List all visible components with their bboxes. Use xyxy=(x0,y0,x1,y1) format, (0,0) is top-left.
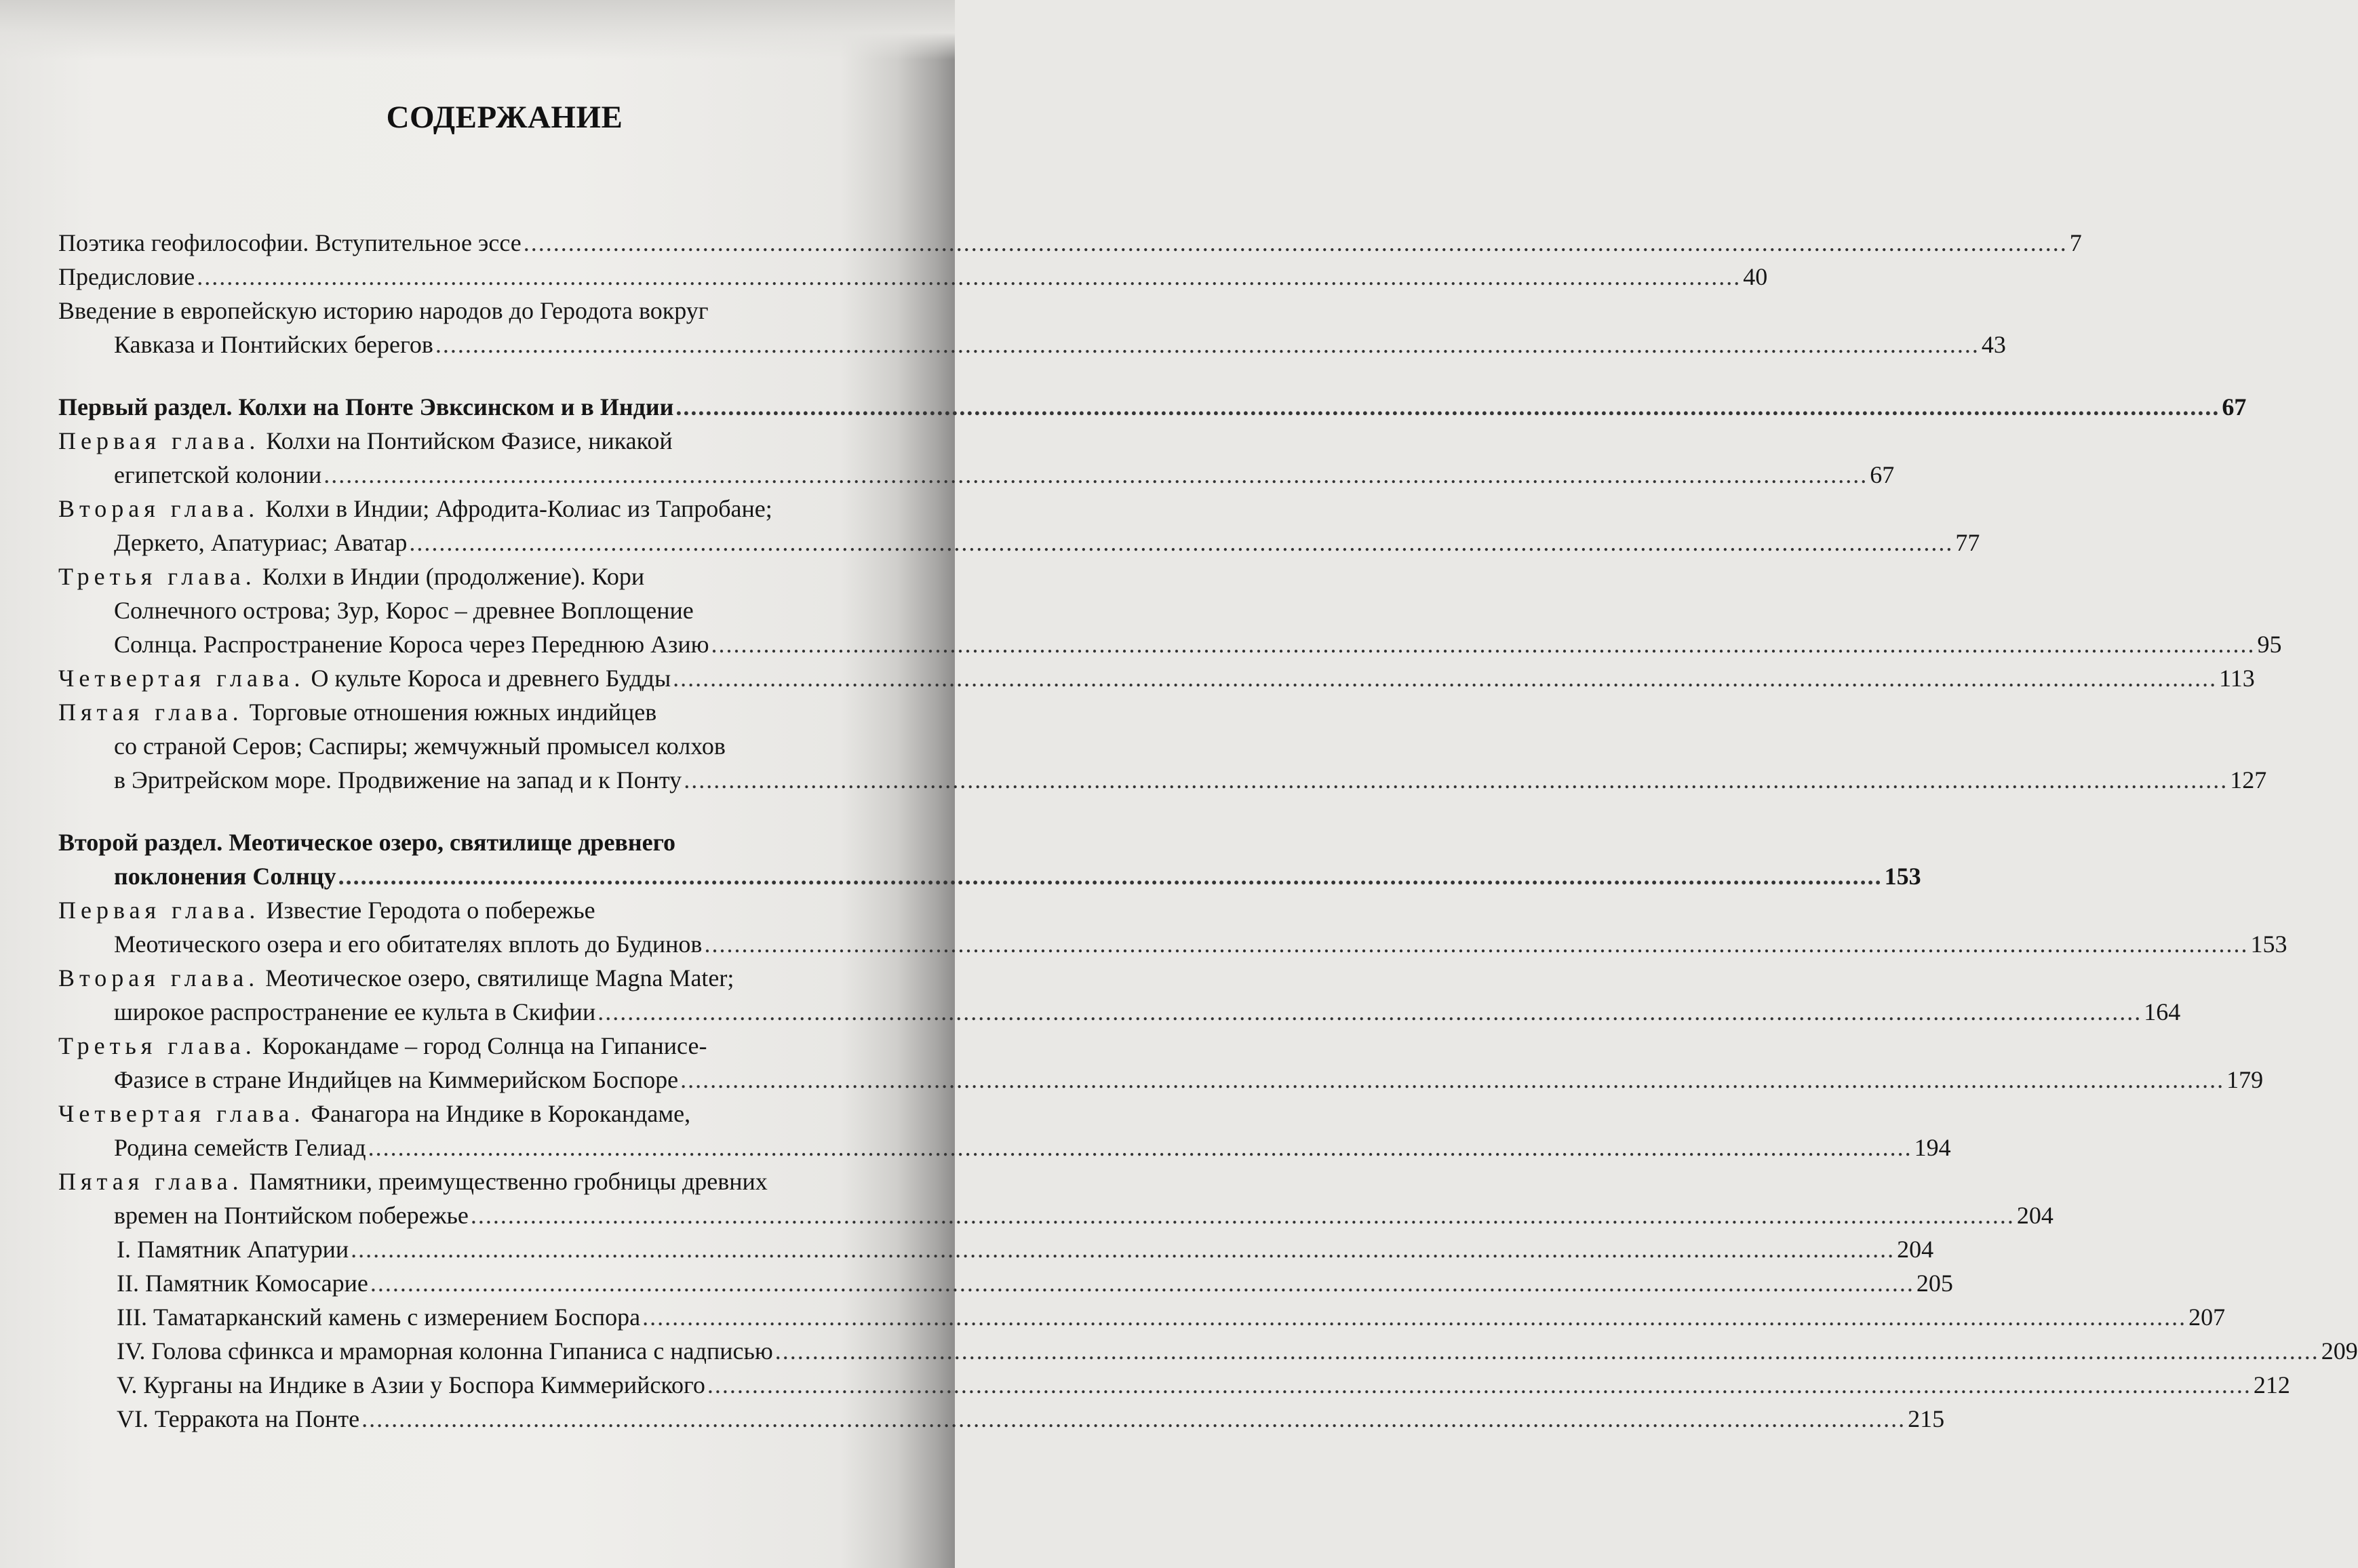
page-number: 209 xyxy=(2321,1337,2358,1365)
section-heading[interactable] xyxy=(58,390,2247,424)
entry-text: I. Памятник Апатурии xyxy=(117,1236,349,1263)
dot-leader: ............................................................................................................................................................................................................... xyxy=(704,930,2249,958)
chapter-label: Третья глава. xyxy=(58,1032,256,1059)
entry-text: О культе Короса и древнего Будды xyxy=(304,665,671,692)
entry-text: египетской колонии xyxy=(114,461,322,488)
entry-text: Меотического озера и его обитателях вплоть до Будинов xyxy=(114,930,703,958)
page-number: 215 xyxy=(1908,1405,1945,1432)
toc-entry[interactable] xyxy=(58,424,1895,492)
toc-entry[interactable] xyxy=(58,893,2287,961)
entry-text: со страной Серов; Саспиры; жемчужный промысел колхов xyxy=(114,732,726,760)
entry-text: Фазисе в стране Индийцев на Киммерийском Боспоре xyxy=(114,1066,679,1093)
toc-entry[interactable] xyxy=(58,1029,2264,1097)
chapter-label: Первая глава. xyxy=(58,897,260,924)
entry-text: V. Курганы на Индике в Азии у Боспора Киммерийского xyxy=(117,1371,705,1398)
dot-leader: ............................................................................................................................................................................................................... xyxy=(680,1066,2225,1093)
dot-leader: ............................................................................................................................................................................................................... xyxy=(673,665,2218,692)
entry-text: Торговые отношения южных индийцев xyxy=(243,699,657,726)
section-title: поклонения Солнцу xyxy=(114,863,336,890)
page-number: 40 xyxy=(1743,263,1768,290)
toc-subentry[interactable] xyxy=(58,1300,2226,1334)
page-header-bleed xyxy=(0,0,955,60)
dot-leader: ............................................................................................................................................................................................................... xyxy=(409,529,1954,556)
entry-text: Фанагора на Индике в Корокандаме, xyxy=(304,1100,691,1127)
dot-leader: ............................................................................................................................................................................................................... xyxy=(707,1371,2252,1398)
page-number: 127 xyxy=(2230,766,2267,793)
toc-entry[interactable] xyxy=(58,226,2082,260)
entry-text: Солнца. Распространение Короса через Переднюю Азию xyxy=(114,631,709,658)
toc-subentry[interactable] xyxy=(58,1402,1945,1436)
dot-leader: ............................................................................................................................................................................................................... xyxy=(197,263,1742,290)
page-number: 43 xyxy=(1981,331,2006,358)
toc-subentry[interactable] xyxy=(58,1266,1953,1300)
toc-entry[interactable] xyxy=(58,560,2282,661)
dot-leader: ............................................................................................................................................................................................................... xyxy=(597,998,2142,1025)
entry-text: Кавказа и Понтийских берегов xyxy=(114,331,433,358)
page-number: 7 xyxy=(2069,229,2082,256)
page-number: 153 xyxy=(1884,863,1921,890)
entry-text: Поэтика геофилософии. Вступительное эссе xyxy=(58,229,522,256)
chapter-label: Вторая глава. xyxy=(58,495,260,522)
dot-leader: ............................................................................................................................................................................................................... xyxy=(338,863,1883,890)
dot-leader: ............................................................................................................................................................................................................... xyxy=(368,1134,1912,1161)
dot-leader: ............................................................................................................................................................................................................... xyxy=(675,393,2220,420)
page-number: 207 xyxy=(2188,1304,2226,1331)
entry-text: Введение в европейскую историю народов до Геродота вокруг xyxy=(58,297,709,324)
toc-subentry[interactable] xyxy=(58,1368,2290,1402)
section-title: Второй раздел. Меотическое озеро, святилище древнего xyxy=(58,829,676,856)
page-number: 194 xyxy=(1914,1134,1951,1161)
dot-leader: ............................................................................................................................................................................................................... xyxy=(774,1337,2319,1365)
page-number: 164 xyxy=(2144,998,2181,1025)
toc-entry[interactable] xyxy=(58,294,2006,361)
chapter-label: Четвертая глава. xyxy=(58,1100,305,1127)
dot-leader: ............................................................................................................................................................................................................... xyxy=(370,1270,1914,1297)
chapter-label: Пятая глава. xyxy=(58,1168,243,1195)
page-number: 95 xyxy=(2257,631,2282,658)
entry-text: Меотическое озеро, святилище Magna Mater; xyxy=(259,964,734,992)
page-number: 204 xyxy=(2016,1202,2054,1229)
entry-text: Памятники, преимущественно гробницы древних xyxy=(243,1168,768,1195)
entry-text: Колхи в Индии (продолжение). Кори xyxy=(256,563,645,590)
page-number: 212 xyxy=(2253,1371,2290,1398)
toc-entry[interactable] xyxy=(58,260,1768,294)
toc-subentry[interactable] xyxy=(58,1334,2358,1368)
section-heading[interactable] xyxy=(58,825,1921,893)
page-title: СОДЕРЖАНИЕ xyxy=(386,100,623,135)
page-number: 67 xyxy=(2222,393,2247,420)
toc-subentry[interactable] xyxy=(58,1232,1934,1266)
entry-text: Предисловие xyxy=(58,263,195,290)
page-number: 113 xyxy=(2219,665,2255,692)
page-number: 205 xyxy=(1916,1270,1953,1297)
entry-text: Корокандаме – город Солнца на Гипанисе- xyxy=(256,1032,707,1059)
toc-entry[interactable] xyxy=(58,492,1980,560)
entry-text: Солнечного острова; Зур, Корос – древнее Воплощение xyxy=(114,597,694,624)
entry-text: Колхи в Индии; Афродита-Колиас из Тапробане; xyxy=(259,495,772,522)
toc-entry[interactable] xyxy=(58,1164,2054,1232)
page-number: 179 xyxy=(2226,1066,2264,1093)
page-number: 67 xyxy=(1870,461,1895,488)
dot-leader: ............................................................................................................................................................................................................... xyxy=(470,1202,2015,1229)
toc-entry[interactable] xyxy=(58,661,2255,695)
chapter-label: Вторая глава. xyxy=(58,964,260,992)
toc-entry[interactable] xyxy=(58,695,2267,797)
chapter-label: Третья глава. xyxy=(58,563,256,590)
entry-text: в Эритрейском море. Продвижение на запад и к Понту xyxy=(114,766,682,793)
page-number: 153 xyxy=(2250,930,2287,958)
entry-text: IV. Голова сфинкса и мраморная колонна Гипаниса с надписью xyxy=(117,1337,773,1365)
entry-text: III. Таматарканский камень с измерением Боспора xyxy=(117,1304,641,1331)
section-title: Первый раздел. Колхи на Понте Эвксинском и в Индии xyxy=(58,393,674,420)
chapter-label: Первая глава. xyxy=(58,427,260,454)
page-number: 77 xyxy=(1955,529,1980,556)
entry-text: Колхи на Понтийском Фазисе, никакой xyxy=(260,427,673,454)
entry-text: VI. Терракота на Понте xyxy=(117,1405,360,1432)
dot-leader: ............................................................................................................................................................................................................... xyxy=(435,331,1980,358)
entry-text: широкое распространение ее культа в Скифии xyxy=(114,998,596,1025)
table-of-contents xyxy=(58,226,2358,1436)
entry-text: Известие Геродота о побережье xyxy=(260,897,595,924)
dot-leader: ............................................................................................................................................................................................................... xyxy=(642,1304,2187,1331)
dot-leader: ............................................................................................................................................................................................................... xyxy=(523,229,2068,256)
toc-entry[interactable] xyxy=(58,961,2181,1029)
dot-leader: ............................................................................................................................................................................................................... xyxy=(361,1405,1906,1432)
chapter-label: Четвертая глава. xyxy=(58,665,305,692)
dot-leader: ............................................................................................................................................................................................................... xyxy=(711,631,2256,658)
chapter-label: Пятая глава. xyxy=(58,699,243,726)
entry-text: Деркето, Апатуриас; Аватар xyxy=(114,529,408,556)
page-number: 204 xyxy=(1897,1236,1934,1263)
entry-text: II. Памятник Комосарие xyxy=(117,1270,368,1297)
dot-leader: ............................................................................................................................................................................................................... xyxy=(684,766,2228,793)
toc-entry[interactable] xyxy=(58,1097,1951,1164)
entry-text: Родина семейств Гелиад xyxy=(114,1134,366,1161)
dot-leader: ............................................................................................................................................................................................................... xyxy=(323,461,1868,488)
dot-leader: ............................................................................................................................................................................................................... xyxy=(351,1236,1895,1263)
entry-text: времен на Понтийском побережье xyxy=(114,1202,469,1229)
